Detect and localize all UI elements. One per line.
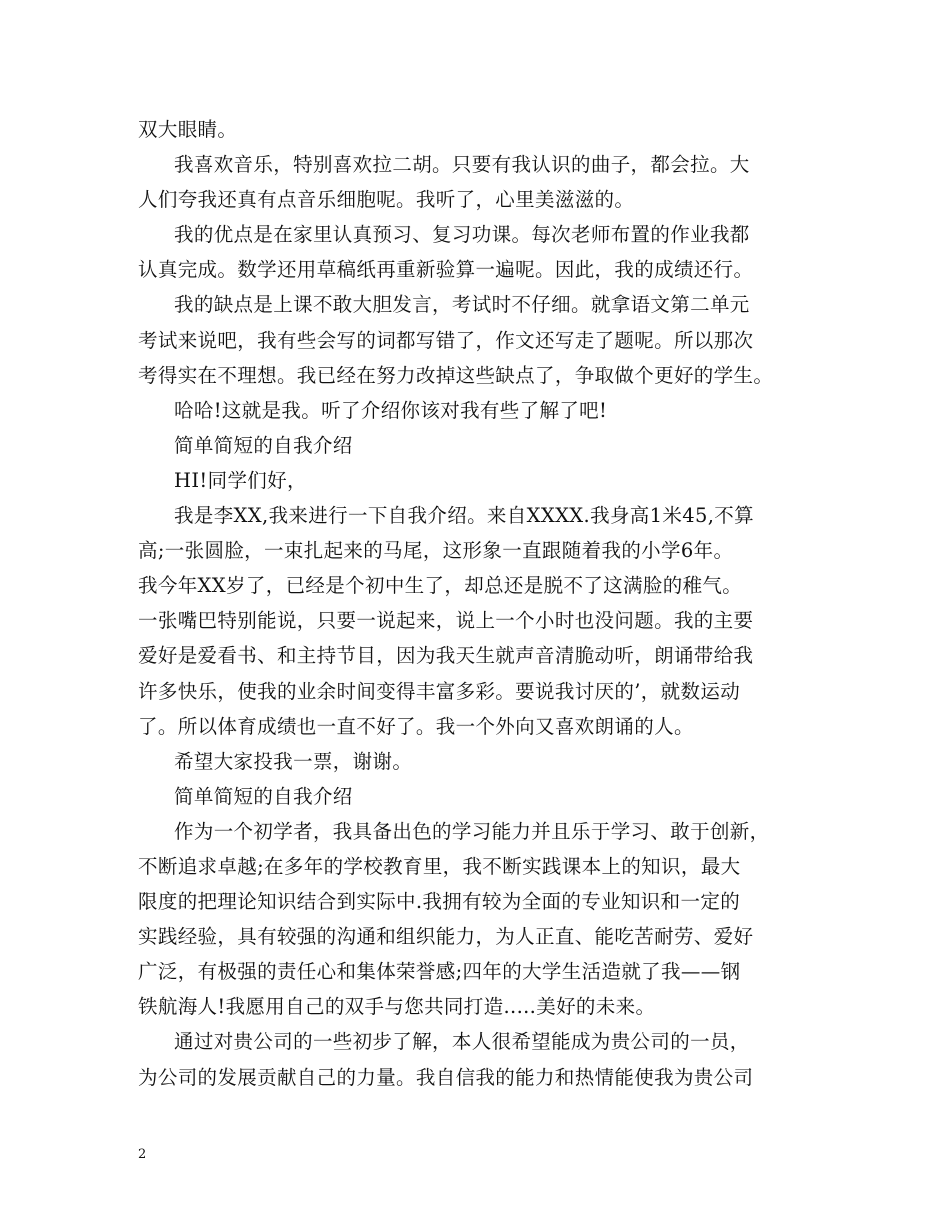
paragraph-start-line: 我喜欢音乐，特别喜欢拉二胡。只要有我认识的曲子，都会拉。大 — [174, 153, 750, 177]
text-line: 为公司的发展贡献自己的力量。我自信我的能力和热情能使我为贵公司 — [138, 1065, 754, 1089]
text-line: 实践经验，具有较强的沟通和组织能力，为人正直、能吃苦耐劳、爱好 — [138, 925, 754, 949]
paragraph-start-line: 我的优点是在家里认真预习、复习功课。每次老师布置的作业我都 — [174, 223, 750, 247]
paragraph-start-line: 通过对贵公司的一些初步了解，本人很希望能成为贵公司的一员， — [174, 1030, 750, 1054]
text-line: 考试来说吧，我有些会写的词都写错了，作文还写走了题呢。所以那次 — [138, 328, 754, 352]
text-line: 爱好是爱看书、和主持节目，因为我天生就声音清脆动听，朗诵带给我 — [138, 644, 754, 668]
section-heading: 简单简短的自我介绍 — [174, 433, 353, 457]
paragraph-start-line: 希望大家投我一票，谢谢。 — [174, 749, 413, 773]
text-line: 认真完成。数学还用草稿纸再重新验算一遍呢。因此，我的成绩还行。 — [138, 258, 754, 282]
paragraph-start-line: 哈哈!这就是我。听了介绍你该对我有些了解了吧! — [174, 398, 608, 422]
section-heading: 简单简短的自我介绍 — [174, 784, 353, 808]
paragraph-start-line: 我是李XX,我来进行一下自我介绍。来自XXXX.我身高1米45,不算 — [174, 504, 755, 528]
text-line: 一张嘴巴特别能说，只要一说起来，说上一个小时也没问题。我的主要 — [138, 609, 754, 633]
text-line: 高;一张圆脸，一束扎起来的马尾，这形象一直跟随着我的小学6年。 — [138, 539, 734, 563]
text-line: 限度的把理论知识结合到实际中.我拥有较为全面的专业知识和一定的 — [138, 890, 741, 914]
text-line: 许多快乐，使我的业余时间变得丰富多彩。要说我讨厌的’，就数运动 — [138, 679, 741, 703]
text-line: 广泛，有极强的责任心和集体荣誉感;四年的大学生活造就了我——钢 — [138, 960, 741, 984]
text-line: 了。所以体育成绩也一直不好了。我一个外向又喜欢朗诵的人。 — [138, 714, 694, 738]
greeting-line: HI!同学们好， — [174, 468, 307, 492]
text-line: 人们夸我还真有点音乐细胞呢。我听了，心里美滋滋的。 — [138, 188, 635, 212]
text-line: 铁航海人!我愿用自己的双手与您共同打造.....美好的未来。 — [138, 995, 656, 1019]
document-body — [138, 112, 828, 1095]
text-line: 考得实在不理想。我已经在努力改掉这些缺点了，争取做个更好的学生。 — [138, 363, 774, 387]
paragraph-start-line: 我的缺点是上课不敢大胆发言，考试时不仔细。就拿语文第二单元 — [174, 293, 750, 317]
page-number: 2 — [138, 1147, 147, 1162]
paragraph-start-line: 作为一个初学者，我具备出色的学习能力并且乐于学习、敢于创新， — [174, 819, 770, 843]
text-line: 不断追求卓越;在多年的学校教育里，我不断实践课本上的知识，最大 — [138, 854, 741, 878]
text-line: 双大眼睛。 — [138, 118, 238, 141]
text-line: 我今年XX岁了，已经是个初中生了，却总还是脱不了这满脸的稚气。 — [138, 574, 743, 598]
